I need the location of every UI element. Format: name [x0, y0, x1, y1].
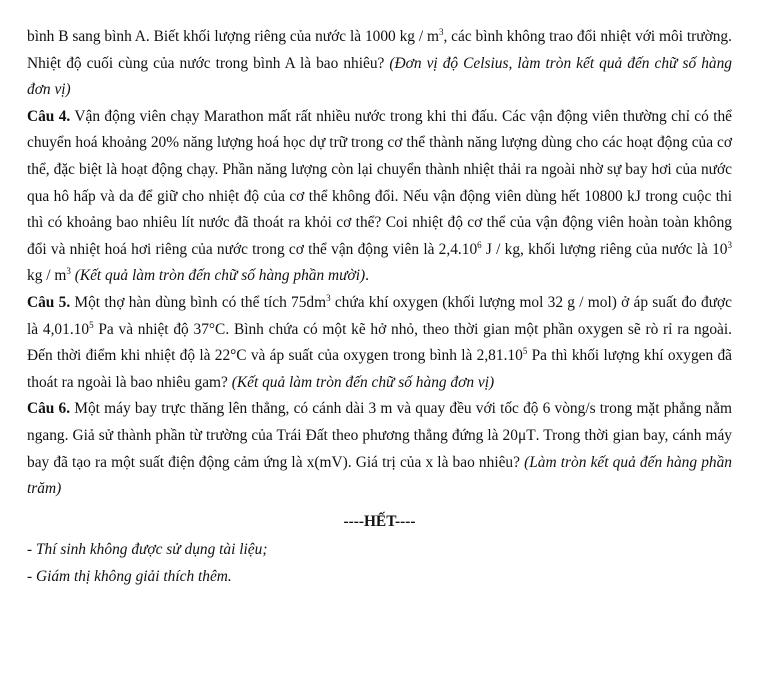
intro-text-2: , các bình không trao đổi nhiệt với môi trường. Nhiệt độ cuối cùng của nước trong bình A là bao nhiêu?	[27, 28, 732, 72]
temperature-1-value: 37°C	[193, 320, 226, 338]
question-6-note: (Làm tròn kết quả đến hàng phần trăm)	[27, 453, 733, 498]
question-5-note: (Kết quả làm tròn đến chữ số hàng đơn vị)	[231, 373, 495, 391]
percent-value: 20%	[150, 134, 180, 152]
density-value: 1000 kg / $m^3$	[364, 27, 444, 45]
pressure-1-value: 4,01.10$^5$ Pa	[42, 319, 114, 338]
intro-text: bình B sang bình A. Biết khối lượng riêng của nước là	[27, 28, 365, 45]
intro-paragraph	[27, 24, 732, 104]
question-4-label: Câu 4.	[27, 107, 71, 125]
footer-line-1: - Thí sinh không được sử dụng tài liệu;	[27, 541, 268, 559]
volume-value: $75dm^3$	[291, 292, 331, 311]
latent-heat-value: 2,4.10$^6$ J / kg	[438, 239, 521, 258]
question-6-label: Câu 6.	[27, 400, 71, 418]
question-6: Câu 6. Một máy bay trực thăng lên thẳng, có cánh dài 3 m và quay đều với tốc độ 6 vòng/s trong mặt phẳng nằm ngang. Giả sử thành phần từ trường của Trái Đất theo phương thẳng đứng là 20μT. Trong thời gian bay, cánh máy bay đã tạo ra một suất điện động cảm ứng là x(mV). Giá trị của x là bao nhiêu? (Làm tròn kết quả đến hàng phần trăm)	[27, 400, 733, 498]
question-5-label: Câu 5.	[27, 293, 71, 311]
end-mark: ----HẾT----	[343, 512, 416, 530]
magnetic-field-value: 20μT	[502, 426, 536, 444]
intro-note: (Đơn vị độ Celsius, làm tròn kết quả đến chữ số hàng đơn vị)	[27, 54, 732, 99]
footer-line-2: - Giám thị không giải thích thêm.	[27, 567, 232, 585]
molar-mass-value: 32 g / mol	[547, 293, 612, 311]
pressure-2-value: 2,81.10$^5$ Pa	[476, 346, 547, 365]
question-4-note: (Kết quả làm tròn đến chữ số hàng phần mười)	[70, 267, 366, 285]
question-4: Câu 4. Vận động viên chạy Marathon mất rất nhiều nước trong khi thi đấu. Các vận động viên thường chỉ có thể chuyển hoá khoảng 20% năng lượng hoá học dự trữ trong cơ thể thành năng lượng dùng cho các hoạt động của cơ thể, đặc biệt là hoạt động chạy. Phần năng lượng còn lại chuyển thành nhiệt thải ra ngoài nhờ sự bay hơi của nước qua hô hấp và da để giữ cho nhiệt độ của cơ thể không đổi. Nếu vận động viên dùng hết 10800 kJ trong cuộc thi thì có khoảng bao nhiêu lít nước đã thoát ra khỏi cơ thể? Coi nhiệt độ cơ thể của vận động viên hoàn toàn không đổi và nhiệt hoá hơi riêng của nước trong cơ thể vận động viên là 2,4.10$^6$ J / kg, khối lượng riêng của nước là $10^3$ kg / $m^3$ (Kết quả làm tròn đến chữ số hàng phần mười).	[27, 107, 733, 285]
water-density-value: $10^3$ kg / $m^3$	[27, 239, 732, 285]
question-5: Câu 5. Một thợ hàn dùng bình có thể tích $75dm^3$ chứa khí oxygen (khối lượng mol 32 g / mol) ở áp suất đo được là 4,01.10$^5$ Pa và nhiệt độ 37°C. Bình chứa có một kẽ hở nhỏ, theo thời gian một phần oxygen sẽ rò rỉ ra ngoài. Đến thời điểm khi nhiệt độ là 22°C và áp suất của oxygen trong bình là 2,81.10$^5$ Pa thì khối lượng khí oxygen đã thoát ra ngoài là bao nhiêu gam? (Kết quả làm tròn đến chữ số hàng đơn vị)	[27, 292, 732, 391]
temperature-2-value: 22°C	[214, 347, 247, 365]
emf-value: x(mV)	[306, 453, 348, 471]
